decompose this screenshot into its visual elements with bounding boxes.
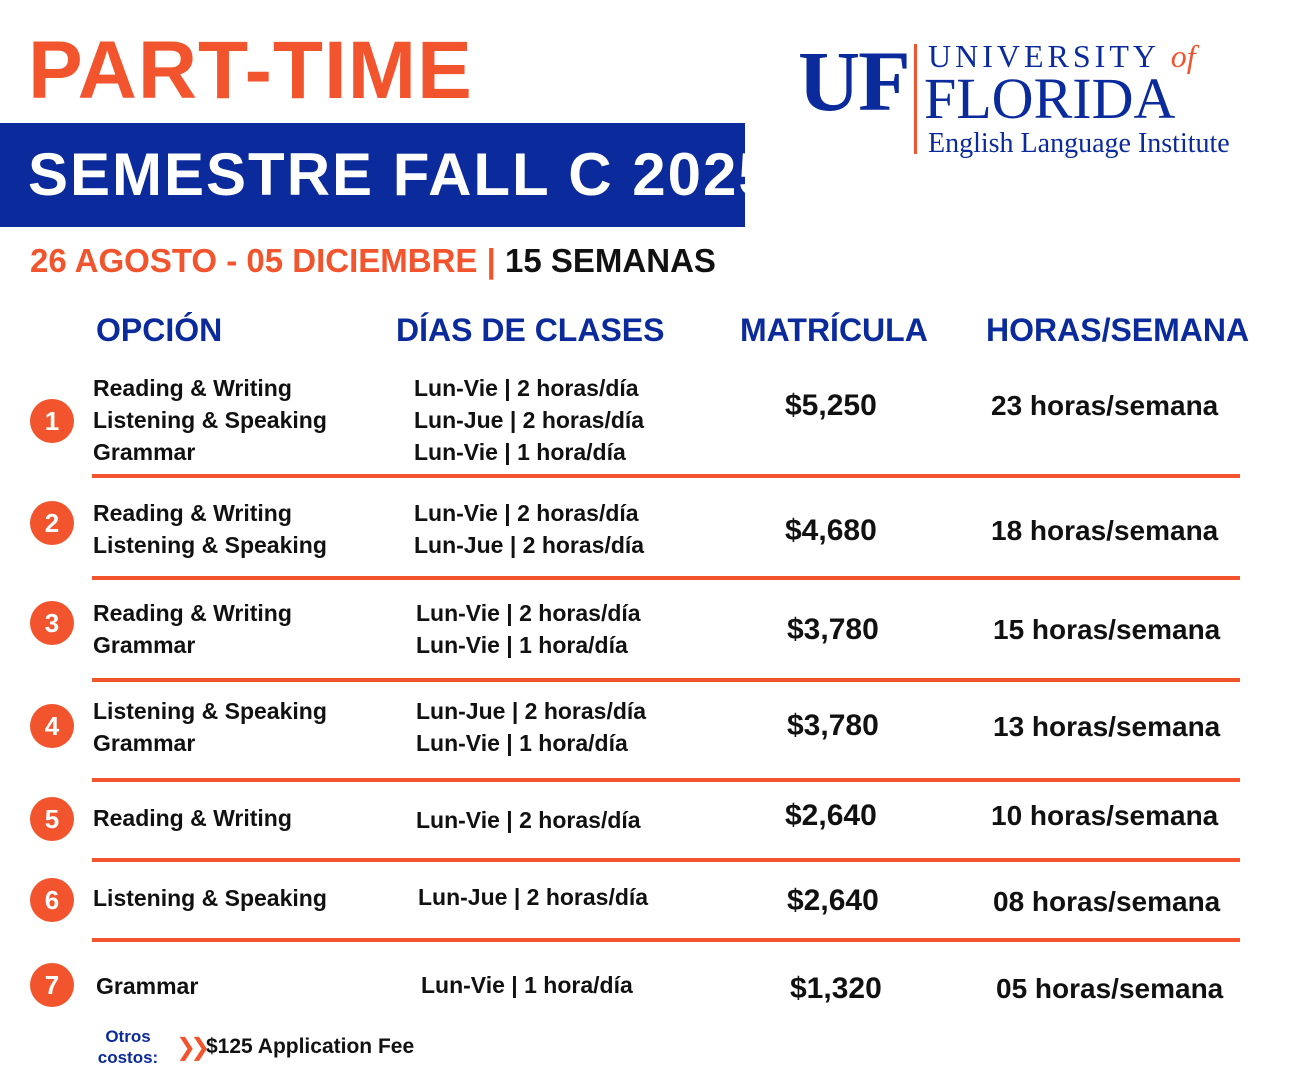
schedule-entry: Lun-Jue | 2 horas/día (416, 698, 647, 724)
course-name: Grammar (93, 730, 196, 756)
logo-florida: FLORIDA (924, 66, 1176, 131)
row-divider (92, 576, 1240, 580)
uf-eli-logo (798, 33, 1278, 168)
date-range-line (30, 242, 716, 280)
other-costs-label (96, 1026, 160, 1068)
row-divider (92, 474, 1240, 478)
course-name: Grammar (93, 632, 196, 658)
course-list (93, 497, 327, 561)
header-days: DÍAS DE CLASES (396, 312, 665, 348)
tuition-price: $2,640 (785, 799, 877, 832)
course-name: Listening & Speaking (93, 532, 327, 558)
hours-per-week: 15 horas/semana (993, 614, 1221, 645)
tuition-price: $3,780 (787, 709, 879, 742)
other-costs-label-line1: Otros (105, 1027, 151, 1046)
logo-institute: English Language Institute (928, 128, 1230, 159)
logo-of: of (1170, 38, 1196, 74)
schedule-entry: Lun-Vie | 2 horas/día (416, 807, 641, 833)
date-range: 26 AGOSTO - 05 DICIEMBRE (30, 242, 478, 279)
schedule-list (414, 372, 644, 468)
schedule-entry: Lun-Vie | 1 hora/día (416, 730, 628, 756)
course-list (93, 597, 292, 661)
schedule-entry: Lun-Vie | 2 horas/día (414, 375, 639, 401)
hours-per-week: 18 horas/semana (991, 515, 1219, 546)
logo-divider (914, 44, 917, 154)
course-list (93, 372, 327, 468)
other-costs-label-line2: costos: (97, 1048, 159, 1067)
row-divider (92, 938, 1240, 942)
tuition-price: $5,250 (785, 389, 877, 422)
course-list (96, 970, 198, 1002)
course-name: Grammar (96, 973, 199, 999)
hours-per-week: 10 horas/semana (991, 800, 1219, 831)
option-number-badge: 5 (30, 797, 74, 841)
semester-banner (0, 123, 774, 227)
schedule-entry: Lun-Vie | 2 horas/día (416, 600, 641, 626)
schedule-entry: Lun-Vie | 1 hora/día (421, 972, 633, 998)
schedule-entry: Lun-Jue | 2 horas/día (418, 884, 649, 910)
logo-uf-mark: UF (798, 33, 909, 129)
course-name: Reading & Writing (93, 600, 292, 626)
course-list (93, 802, 292, 834)
header-option: OPCIÓN (96, 312, 223, 348)
schedule-entry: Lun-Jue | 2 horas/día (414, 407, 645, 433)
header-tuition: MATRÍCULA (740, 312, 928, 348)
logo-university: UNIVERSITY (928, 38, 1159, 74)
course-list (93, 882, 327, 914)
course-name: Listening & Speaking (93, 698, 327, 724)
schedule-entry: Lun-Vie | 2 horas/día (414, 500, 639, 526)
row-divider (92, 678, 1240, 682)
course-name: Reading & Writing (93, 375, 292, 401)
schedule-entry: Lun-Vie | 1 hora/día (416, 632, 628, 658)
semester-banner-text: SEMESTRE FALL C 2025 (28, 141, 774, 208)
option-number-badge: 3 (30, 601, 74, 645)
row-divider (92, 858, 1240, 862)
hours-per-week: 08 horas/semana (993, 886, 1221, 917)
course-name: Grammar (93, 439, 196, 465)
option-number-badge: 7 (30, 963, 74, 1007)
course-name: Listening & Speaking (93, 885, 327, 911)
course-list (93, 695, 327, 759)
schedule-list (416, 695, 646, 759)
schedule-list (418, 881, 648, 913)
hours-per-week: 05 horas/semana (996, 973, 1224, 1004)
date-separator: | (486, 242, 496, 279)
tuition-price: $1,320 (790, 972, 882, 1005)
schedule-list (421, 969, 633, 1001)
option-number-badge: 1 (30, 399, 74, 443)
course-name: Reading & Writing (93, 805, 292, 831)
schedule-list (416, 597, 641, 661)
application-fee-text: $125 Application Fee (206, 1035, 415, 1058)
option-number-badge: 4 (30, 704, 74, 748)
tuition-price: $2,640 (787, 884, 879, 917)
page-title: PART-TIME (28, 25, 473, 116)
hours-per-week: 13 horas/semana (993, 711, 1221, 742)
option-number-badge: 2 (30, 501, 74, 545)
course-name: Listening & Speaking (93, 407, 327, 433)
schedule-entry: Lun-Vie | 1 hora/día (414, 439, 626, 465)
weeks-count: 15 SEMANAS (505, 242, 716, 279)
tuition-price: $4,680 (785, 514, 877, 547)
course-name: Reading & Writing (93, 500, 292, 526)
header-hours: HORAS/SEMANA (986, 312, 1250, 348)
tuition-price: $3,780 (787, 613, 879, 646)
schedule-entry: Lun-Jue | 2 horas/día (414, 532, 645, 558)
row-divider (92, 778, 1240, 782)
schedule-list (414, 497, 644, 561)
double-chevron-right-icon: ❯❯ (176, 1034, 205, 1061)
option-number-badge: 6 (30, 878, 74, 922)
schedule-list (416, 804, 641, 836)
hours-per-week: 23 horas/semana (991, 390, 1219, 421)
